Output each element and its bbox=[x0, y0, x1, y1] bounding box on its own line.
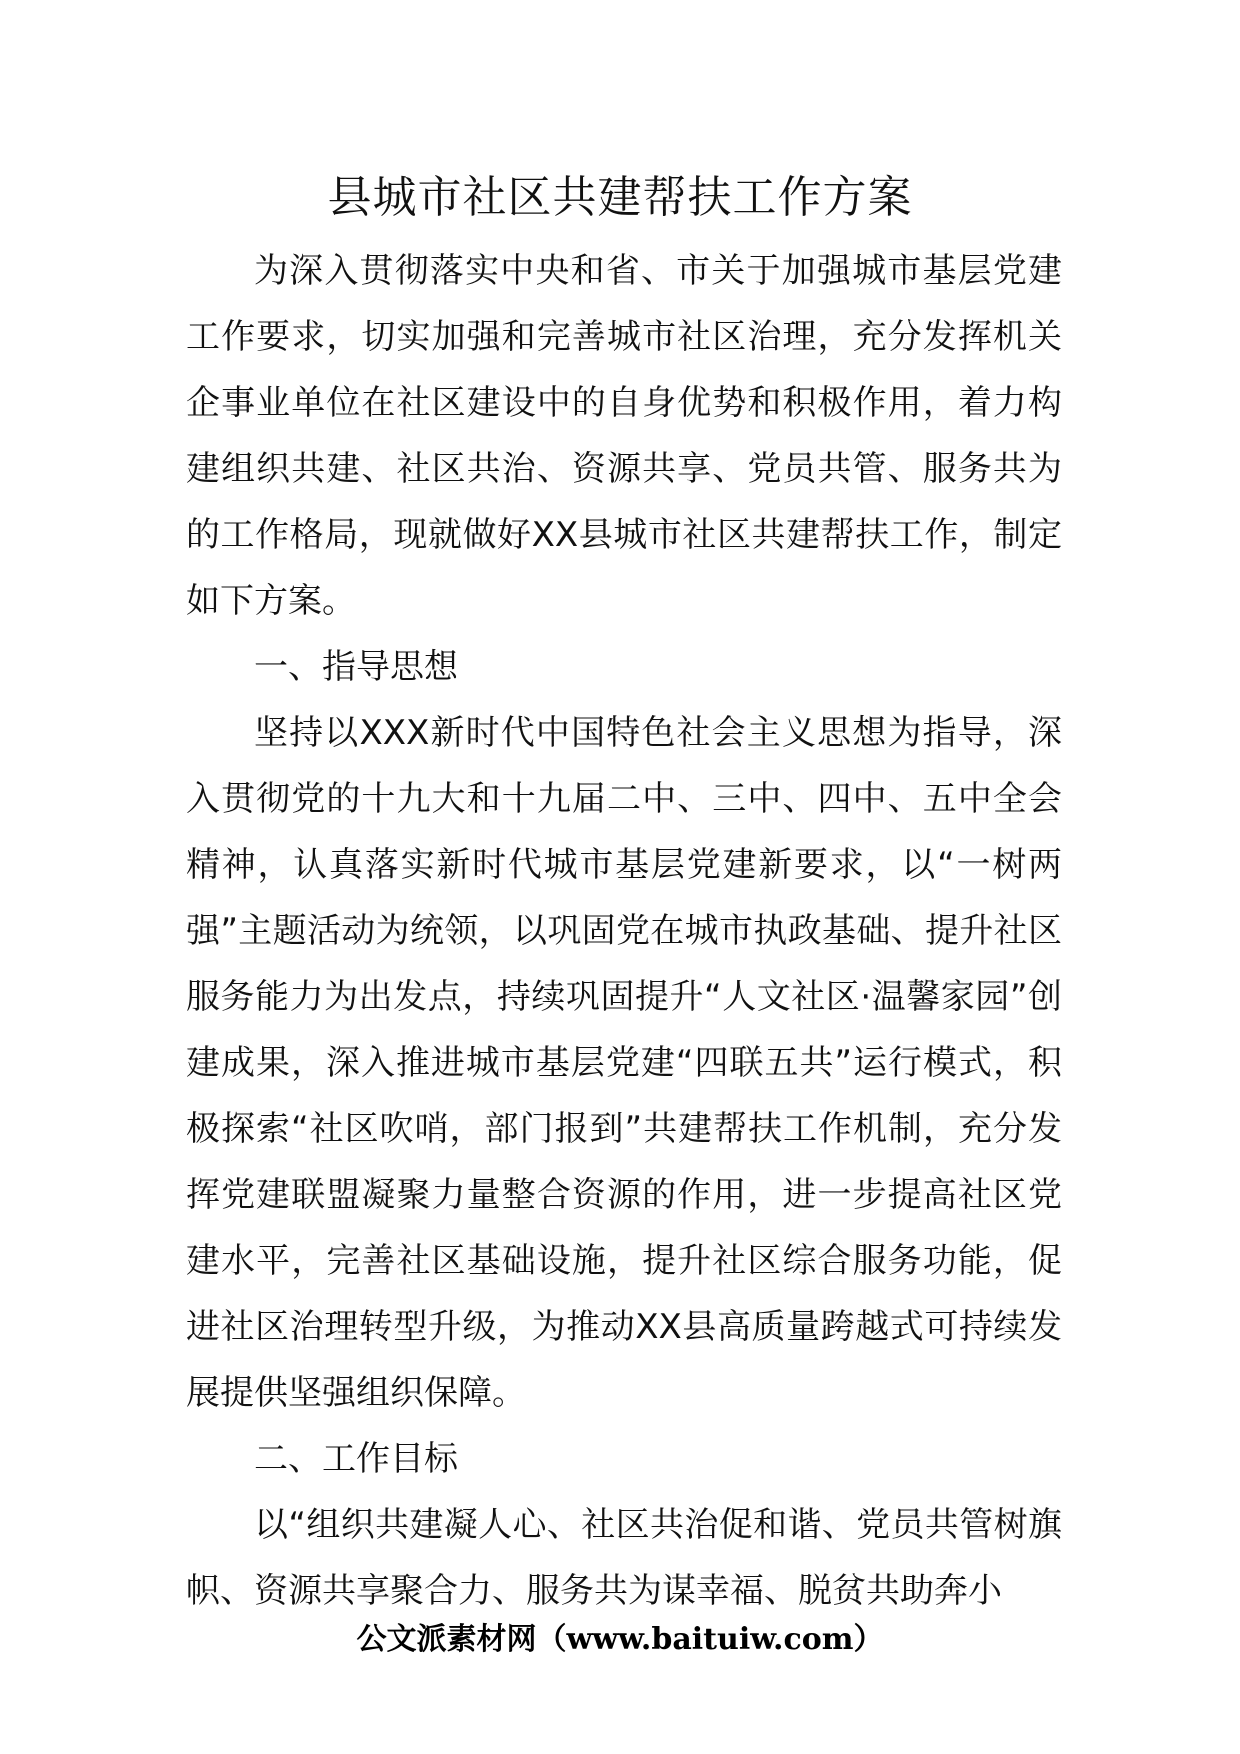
footer-watermark: 公文派素材网（www.baituiw.com） bbox=[356, 1622, 884, 1657]
guiding-ideology-paragraph: 坚持以XXX新时代中国特色社会主义思想为指导，深入贯彻党的十九大和十九届二中、三中、四中、五中全会精神，认真落实新时代城市基层党建新要求，以“一树两强”主题活动为统领，以巩固党在城市执政基础、提升社区服务能力为出发点，持续巩固提升“人文社区·温馨家园”创建成果，深入推进城市基层党建“四联五共”运行模式，积极探索“社区吹哨，部门报到”共建帮扶工作机制，充分发挥党建联盟凝聚力量整合资源的作用，进一步提高社区党建水平，完善社区基础设施，提升社区综合服务功能，促进社区治理转型升级，为推动XX县高质量跨越式可持续发展提供坚强组织保障。 bbox=[186, 713, 1062, 1413]
work-goals-paragraph: 以“组织共建凝人心、社区共治促和谐、党员共管树旗帜、资源共享聚合力、服务共为谋幸福、脱贫共助奔小 bbox=[186, 1505, 1062, 1611]
section-heading-work-goals: 二、工作目标 bbox=[254, 1439, 458, 1479]
document-title: 县城市社区共建帮扶工作方案 bbox=[327, 172, 913, 223]
intro-paragraph: 为深入贯彻落实中央和省、市关于加强城市基层党建工作要求，切实加强和完善城市社区治理，充分发挥机关企事业单位在社区建设中的自身优势和积极作用，着力构建组织共建、社区共治、资源共享、党员共管、服务共为的工作格局，现就做好XX县城市社区共建帮扶工作，制定如下方案。 bbox=[186, 251, 1062, 621]
document-body bbox=[186, 238, 1062, 1624]
section-heading-guiding-ideology: 一、指导思想 bbox=[254, 647, 458, 687]
